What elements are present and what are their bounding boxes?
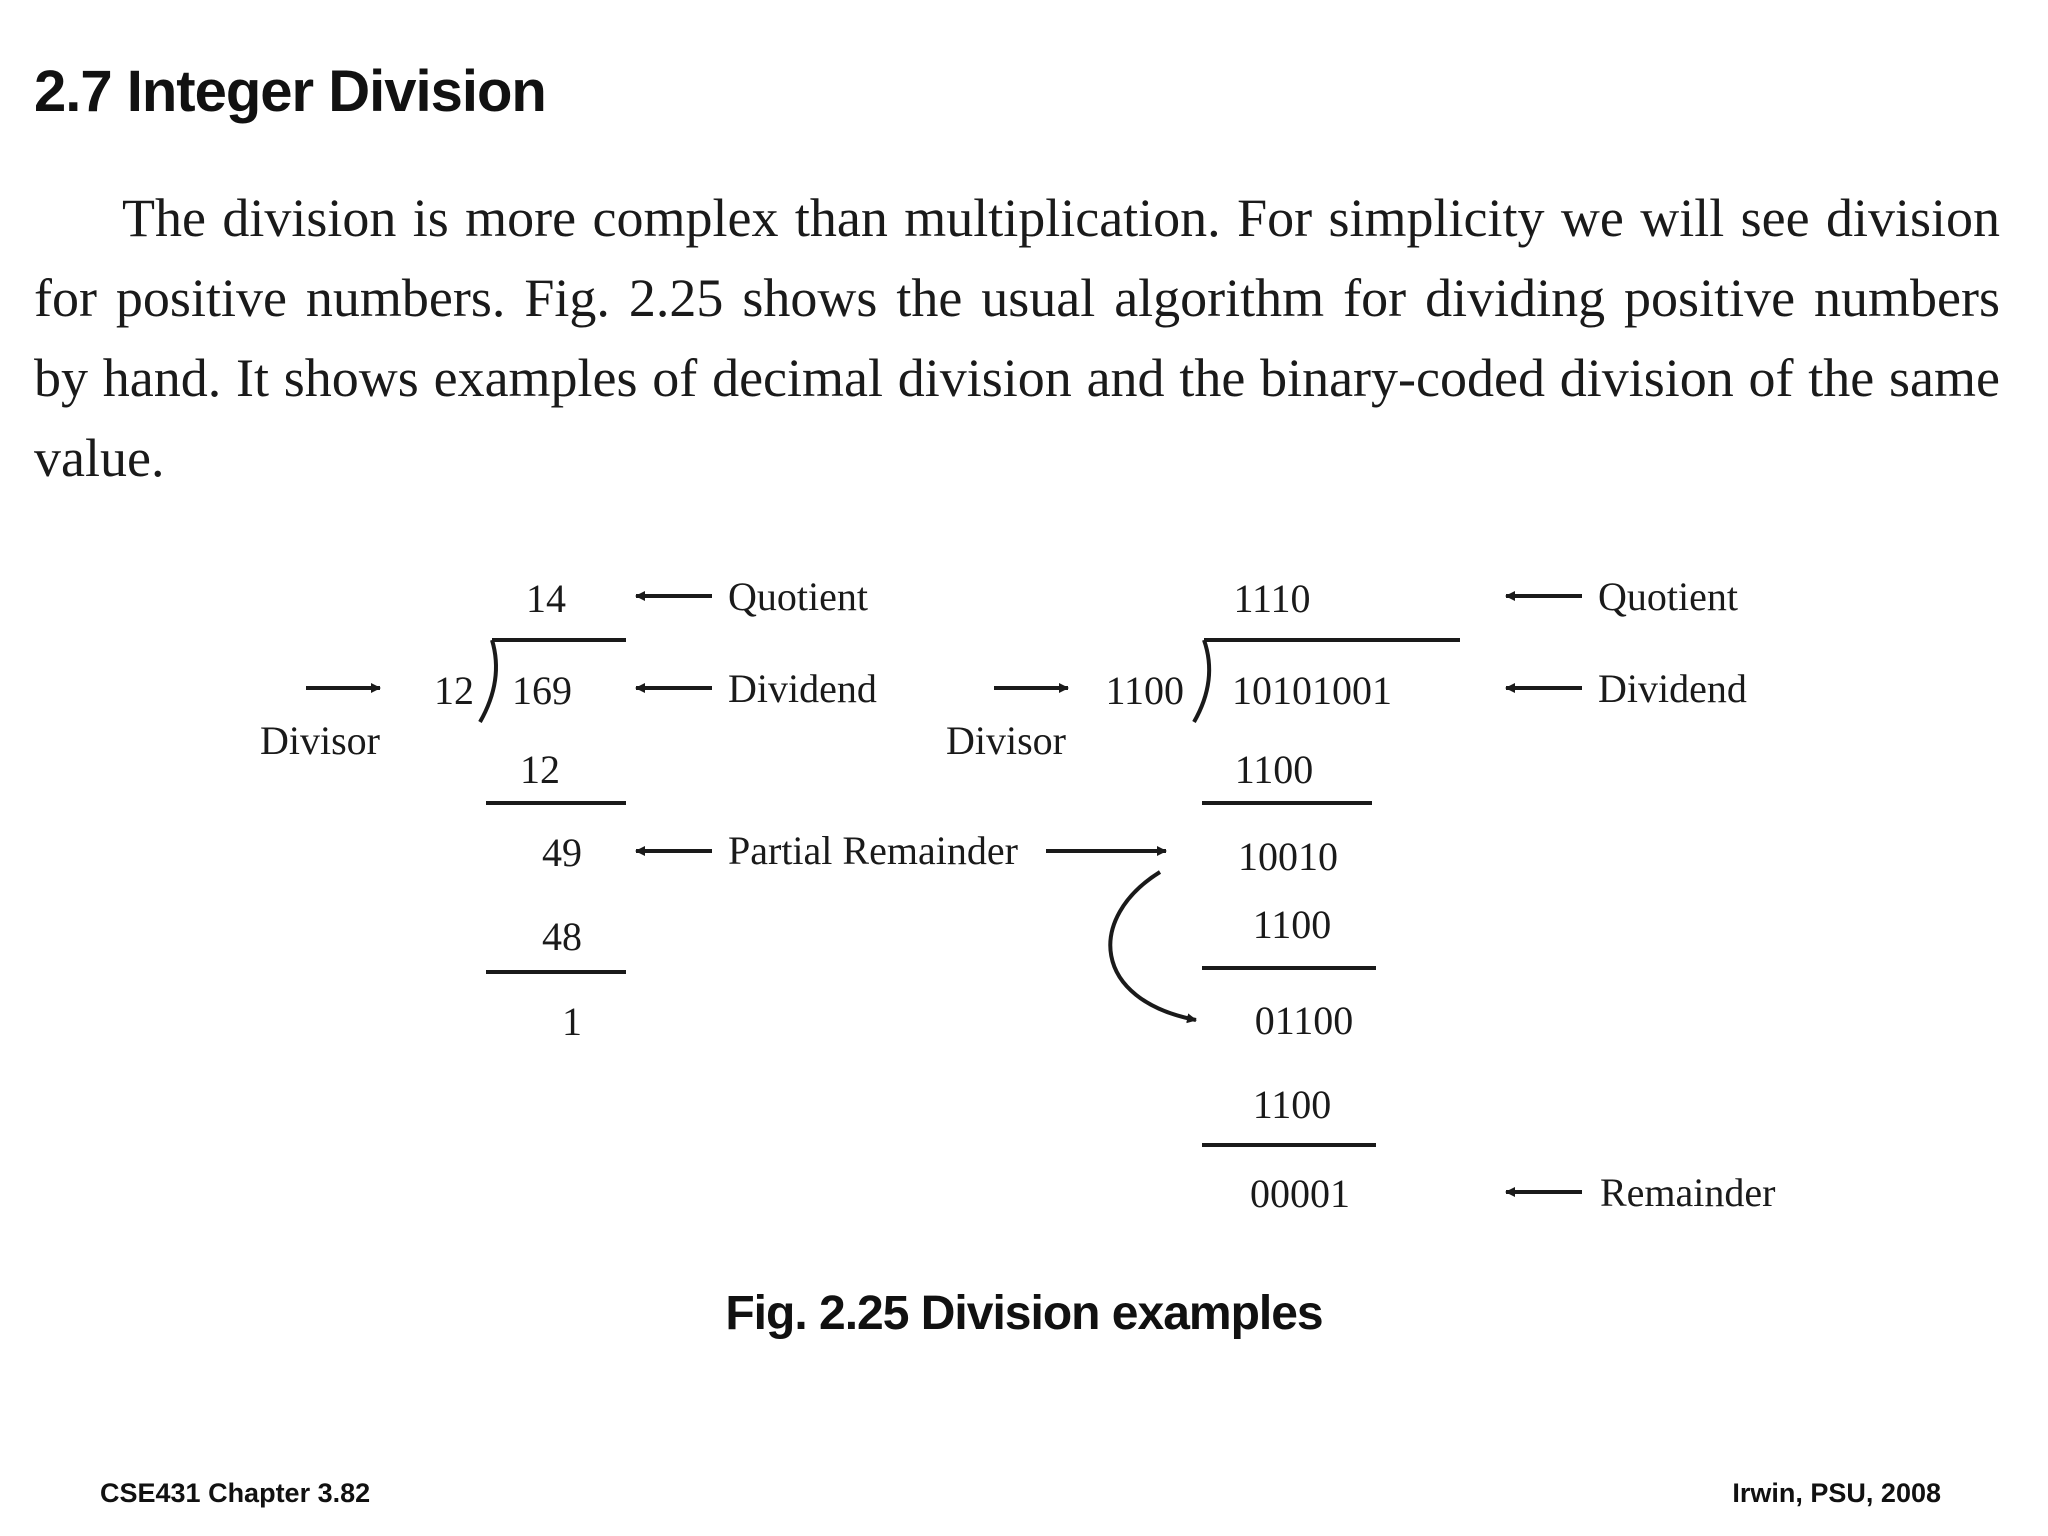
footer-credit: Irwin, PSU, 2008 bbox=[1732, 1478, 1941, 1508]
figure-caption: Fig. 2.25 Division examples bbox=[725, 1287, 1323, 1340]
decimal-step-1: 12 bbox=[520, 747, 560, 792]
binary-divisor: 1100 bbox=[1105, 668, 1184, 713]
decimal-remainder: 1 bbox=[562, 999, 582, 1044]
decimal-dividend-label: Dividend bbox=[728, 666, 877, 711]
footer-chapter: CSE431 Chapter 3.82 bbox=[100, 1478, 371, 1508]
binary-remainder: 00001 bbox=[1250, 1171, 1350, 1216]
binary-step-3: 1100 bbox=[1252, 902, 1332, 947]
decimal-divisor: 12 bbox=[434, 668, 474, 713]
decimal-step-2: 49 bbox=[542, 830, 582, 875]
decimal-quotient-label: Quotient bbox=[728, 574, 868, 619]
decimal-divisor-label: Divisor bbox=[260, 718, 380, 763]
binary-divisor-label: Divisor bbox=[946, 718, 1066, 763]
decimal-division-bracket bbox=[480, 640, 496, 722]
binary-dividend: 10101001 bbox=[1232, 668, 1392, 713]
binary-division-bracket bbox=[1194, 640, 1209, 722]
binary-quotient: 1110 bbox=[1233, 576, 1311, 621]
binary-step-5: 1100 bbox=[1252, 1082, 1332, 1127]
curved-arrow bbox=[1110, 872, 1196, 1020]
decimal-dividend: 169 bbox=[512, 668, 572, 713]
paragraph-text: The division is more complex than multiplication. For simplicity we will see division for positive numbers. Fig. 2.25 shows the usual algorithm for dividing positive numbers by hand. It shows examples of decimal division and the binary-coded division of the same value. bbox=[34, 188, 2000, 488]
section-heading: 2.7 Integer Division bbox=[34, 59, 546, 124]
decimal-quotient: 14 bbox=[526, 576, 566, 621]
binary-step-2: 10010 bbox=[1238, 834, 1338, 879]
decimal-step-3: 48 bbox=[542, 914, 582, 959]
partial-remainder-label: Partial Remainder bbox=[728, 828, 1018, 873]
binary-remainder-label: Remainder bbox=[1600, 1170, 1776, 1215]
binary-quotient-label: Quotient bbox=[1598, 574, 1738, 619]
binary-step-4: 01100 bbox=[1254, 998, 1354, 1043]
binary-step-1: 1100 bbox=[1234, 747, 1314, 792]
binary-dividend-label: Dividend bbox=[1598, 666, 1747, 711]
